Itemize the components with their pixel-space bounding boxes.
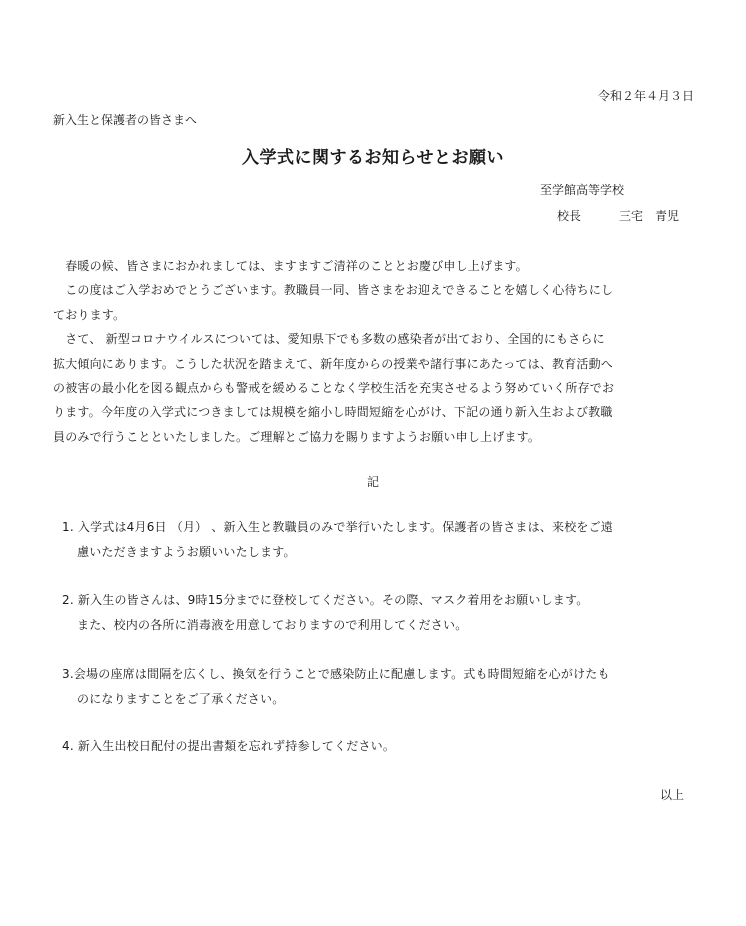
list-item	[62, 515, 613, 565]
paragraph-congratulations	[53, 278, 705, 327]
recipient: 新入生と保護者の皆さまへ	[53, 113, 198, 127]
item-line: 1. 入学式は4月6日 （月） 、新入生と教職員のみで挙行いたします。保護者の皆さまは、来校をご遠	[62, 520, 614, 534]
paragraph-covid-notice	[53, 327, 705, 449]
body-line: さて、 新型コロナウイルスについては、愛知県下でも多数の感染者が出ており、全国的にもさらに	[53, 332, 605, 347]
document-title: 入学式に関するお知らせとお願い	[242, 148, 504, 168]
item-line: また、校内の各所に消毒液を用意しておりますので利用してください。	[77, 618, 468, 632]
item-line: 慮いただきますようお願いいたします。	[77, 545, 296, 559]
item-line: 2. 新入生の皆さんは、9時15分までに登校してください。その際、マスク着用をお願いします。	[62, 593, 589, 607]
school-name: 至学館高等学校	[540, 183, 625, 197]
body-line: ております。	[53, 307, 126, 322]
body-line: 拡大傾向にあります。こうした状況を踏まえて、新年度からの授業や諸行事にあたっては、教育活動へ	[53, 356, 614, 371]
body-line: ります。今年度の入学式につきましては規模を縮小し時間短縮を心がけ、下記の通り新入生および教職	[53, 405, 613, 420]
body-line: この度はご入学おめでとうございます。教職員一同、皆さまをお迎えできることを嬉しく心待ちにし	[53, 283, 614, 298]
body-text	[53, 254, 705, 449]
issue-date: 令和２年４月３日	[597, 89, 694, 103]
principal-title: 校長	[557, 209, 582, 223]
list-item	[62, 662, 610, 712]
closing-remark: 以上	[659, 788, 684, 802]
ki-heading: 記	[366, 475, 379, 489]
list-item	[62, 588, 588, 638]
item-line: のになりますことをご了承ください。	[77, 692, 285, 706]
principal-signature	[557, 207, 679, 224]
item-line: 3.会場の座席は間隔を広くし、換気を行うことで感染防止に配慮します。式も時間短縮を心がけたも	[62, 667, 610, 681]
body-line: 春暖の候、皆さまにおかれましては、ますますご清祥のこととお慶び申し上げます。	[53, 259, 528, 273]
list-item	[62, 734, 395, 759]
paragraph-greeting	[53, 254, 705, 278]
body-line: 員のみで行うことといたしました。ご理解とご協力を賜りますようお願い申し上げます。	[53, 429, 541, 444]
principal-name: 三宅 青児	[619, 209, 680, 223]
body-line: の被害の最小化を図る観点からも警戒を緩めることなく学校生活を充実させるよう努めていく所存でお	[53, 381, 615, 396]
item-line: 4. 新入生出校日配付の提出書類を忘れず持参してください。	[62, 739, 396, 753]
